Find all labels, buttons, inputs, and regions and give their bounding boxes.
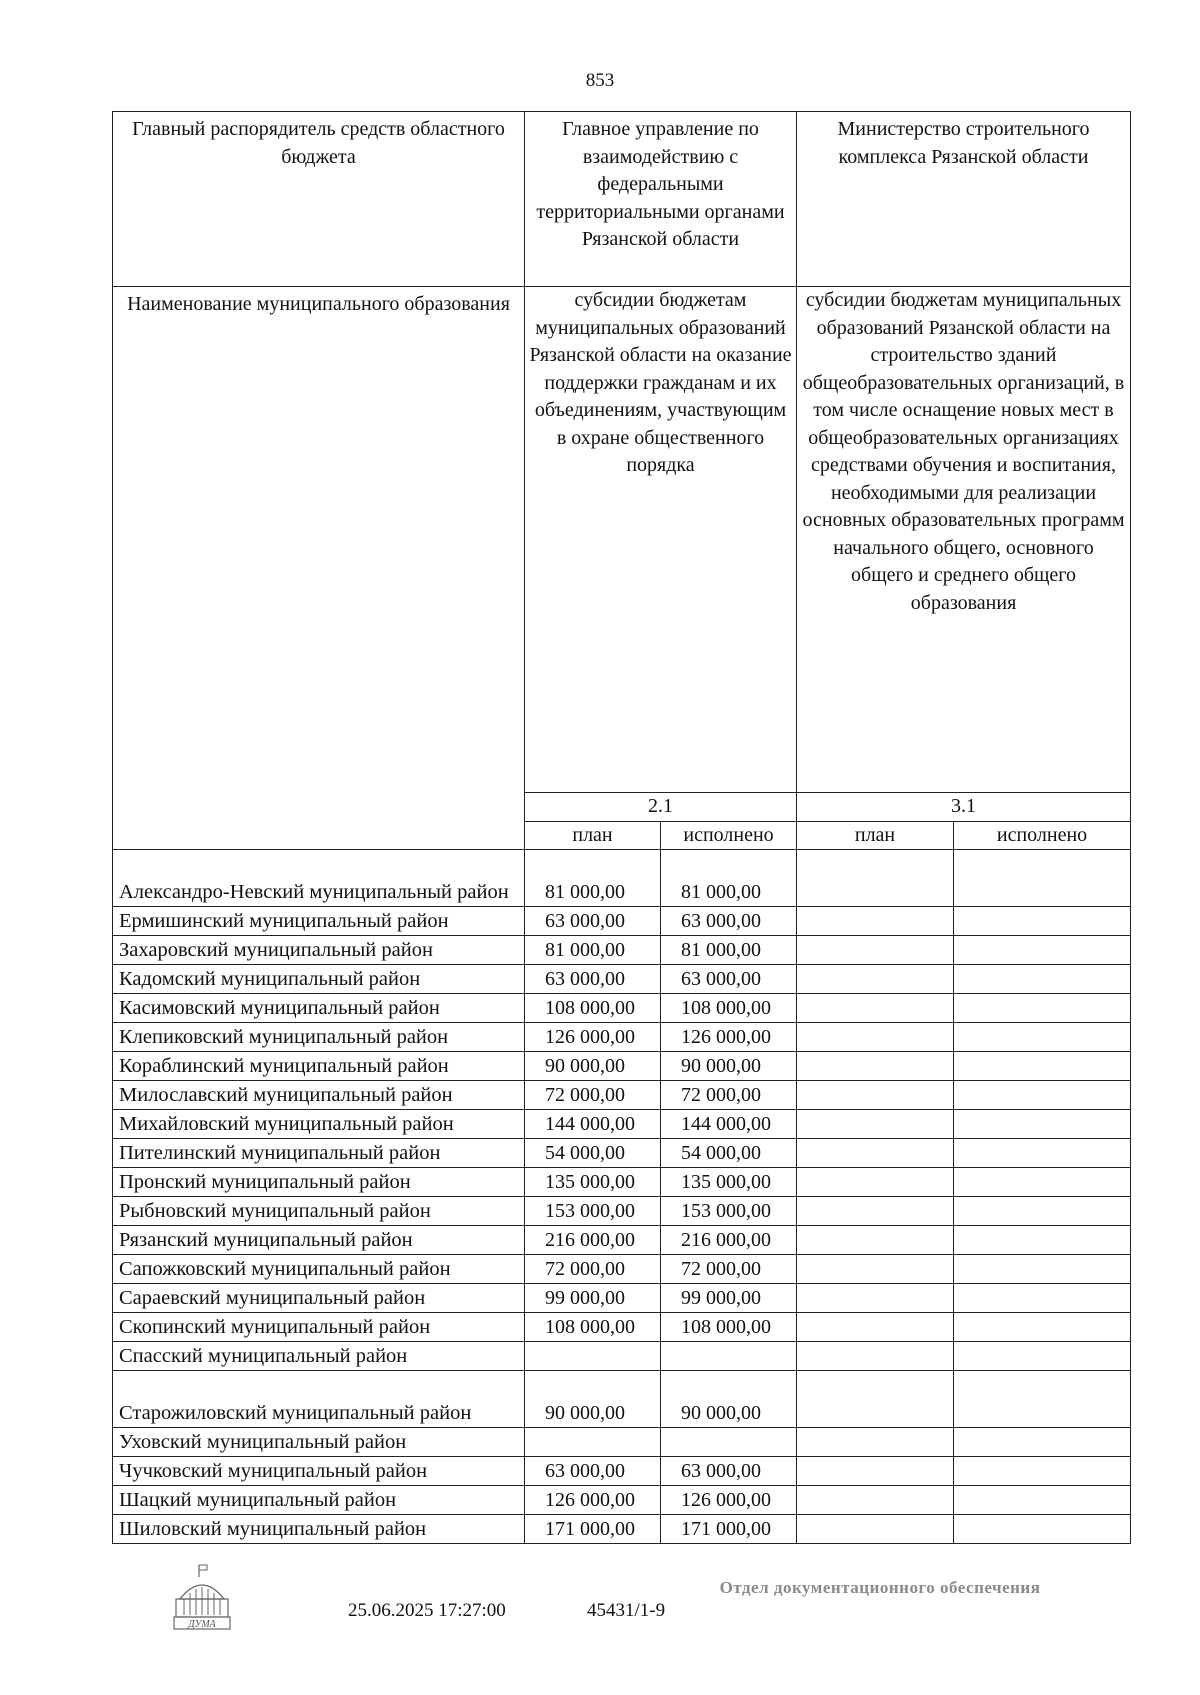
plan-3-1-cell [797, 1371, 954, 1428]
plan-2-1-cell: 144 000,00 [525, 1110, 661, 1139]
executed-2-1-cell: 99 000,00 [661, 1284, 797, 1313]
table-row [113, 1371, 1131, 1428]
executed-3-1-cell [954, 1486, 1131, 1515]
plan-3-1-cell [797, 1284, 954, 1313]
executed-3-1-cell [954, 1371, 1131, 1428]
plan-2-1-cell: 81 000,00 [525, 850, 661, 907]
plan-3-1-cell [797, 1168, 954, 1197]
table-row [113, 1023, 1131, 1052]
municipality-name-cell: Шацкий муниципальный район [113, 1486, 525, 1515]
plan-2-1-cell: 171 000,00 [525, 1515, 661, 1544]
municipality-name-cell: Спасский муниципальный район [113, 1342, 525, 1371]
table-row [113, 1168, 1131, 1197]
footer-datetime: 25.06.2025 17:27:00 [348, 1600, 506, 1621]
table-row [113, 1081, 1131, 1110]
executed-2-1-cell: 72 000,00 [661, 1255, 797, 1284]
executed-2-1-cell: 126 000,00 [661, 1023, 797, 1052]
executed-2-1-cell: 108 000,00 [661, 994, 797, 1023]
plan-header-3-1: план [797, 821, 954, 850]
plan-3-1-cell [797, 1255, 954, 1284]
executed-3-1-cell [954, 936, 1131, 965]
table-row [113, 1197, 1131, 1226]
executed-3-1-cell [954, 1081, 1131, 1110]
executed-2-1-cell: 54 000,00 [661, 1139, 797, 1168]
municipality-name-cell: Скопинский муниципальный район [113, 1313, 525, 1342]
municipality-name-cell: Пронский муниципальный район [113, 1168, 525, 1197]
municipality-name-cell: Шиловский муниципальный район [113, 1515, 525, 1544]
executed-2-1-cell [661, 1342, 797, 1371]
municipality-name-header: Наименование муниципального образования [113, 287, 525, 850]
plan-2-1-cell: 99 000,00 [525, 1284, 661, 1313]
municipality-name-cell: Кадомский муниципальный район [113, 965, 525, 994]
executed-3-1-cell [954, 994, 1131, 1023]
plan-3-1-cell [797, 1486, 954, 1515]
executed-3-1-cell [954, 1515, 1131, 1544]
executed-3-1-cell [954, 1255, 1131, 1284]
municipality-name-cell: Старожиловский муниципальный район [113, 1371, 525, 1428]
municipality-name-cell: Рыбновский муниципальный район [113, 1197, 525, 1226]
plan-2-1-cell: 135 000,00 [525, 1168, 661, 1197]
table-row [113, 1110, 1131, 1139]
executed-3-1-cell [954, 850, 1131, 907]
plan-3-1-cell [797, 907, 954, 936]
plan-3-1-cell [797, 1052, 954, 1081]
plan-3-1-cell [797, 1139, 954, 1168]
executed-2-1-cell: 144 000,00 [661, 1110, 797, 1139]
table-row [113, 1515, 1131, 1544]
executed-2-1-cell: 81 000,00 [661, 936, 797, 965]
executed-3-1-cell [954, 1457, 1131, 1486]
plan-2-1-cell: 90 000,00 [525, 1052, 661, 1081]
executed-2-1-cell: 108 000,00 [661, 1313, 797, 1342]
footer-document-number: 45431/1-9 [587, 1600, 666, 1621]
municipality-name-cell: Ермишинский муниципальный район [113, 907, 525, 936]
plan-2-1-cell: 108 000,00 [525, 994, 661, 1023]
executed-3-1-cell [954, 965, 1131, 994]
plan-2-1-cell: 153 000,00 [525, 1197, 661, 1226]
executed-2-1-cell [661, 1428, 797, 1457]
plan-2-1-cell [525, 1428, 661, 1457]
executed-3-1-cell [954, 1342, 1131, 1371]
plan-2-1-cell [525, 1342, 661, 1371]
table-row [113, 1284, 1131, 1313]
municipality-name-cell: Рязанский муниципальный район [113, 1226, 525, 1255]
executed-3-1-cell [954, 907, 1131, 936]
executed-3-1-cell [954, 1023, 1131, 1052]
description-row [113, 287, 1131, 793]
table-row [113, 1342, 1131, 1371]
executed-header-2-1: исполнено [661, 821, 797, 850]
municipality-name-cell: Александро-Невский муниципальный район [113, 850, 525, 907]
plan-2-1-cell: 72 000,00 [525, 1255, 661, 1284]
municipality-name-cell: Клепиковский муниципальный район [113, 1023, 525, 1052]
municipality-name-cell: Милославский муниципальный район [113, 1081, 525, 1110]
municipality-name-cell: Уховский муниципальный район [113, 1428, 525, 1457]
municipality-name-cell: Чучковский муниципальный район [113, 1457, 525, 1486]
budget-table [112, 111, 1131, 1544]
plan-2-1-cell: 63 000,00 [525, 907, 661, 936]
municipality-name-cell: Михайловский муниципальный район [113, 1110, 525, 1139]
executed-3-1-cell [954, 1168, 1131, 1197]
executed-3-1-cell [954, 1284, 1131, 1313]
municipality-name-cell: Кораблинский муниципальный район [113, 1052, 525, 1081]
executed-3-1-cell [954, 1313, 1131, 1342]
executed-2-1-cell: 90 000,00 [661, 1052, 797, 1081]
svg-text:ДУМА: ДУМА [188, 1619, 216, 1630]
executed-2-1-cell: 126 000,00 [661, 1486, 797, 1515]
plan-3-1-cell [797, 850, 954, 907]
plan-3-1-cell [797, 1081, 954, 1110]
plan-2-1-cell: 54 000,00 [525, 1139, 661, 1168]
plan-3-1-cell [797, 1457, 954, 1486]
plan-2-1-cell: 90 000,00 [525, 1371, 661, 1428]
plan-2-1-cell: 126 000,00 [525, 1486, 661, 1515]
plan-3-1-cell [797, 994, 954, 1023]
executed-2-1-cell: 135 000,00 [661, 1168, 797, 1197]
executed-2-1-cell: 81 000,00 [661, 850, 797, 907]
executed-2-1-cell: 63 000,00 [661, 965, 797, 994]
executed-3-1-cell [954, 1139, 1131, 1168]
executed-2-1-cell: 216 000,00 [661, 1226, 797, 1255]
executed-2-1-cell: 153 000,00 [661, 1197, 797, 1226]
header-federal-relations-department: Главное управление по взаимодействию с федеральными территориальными органами Рязанской области [525, 112, 797, 287]
plan-3-1-cell [797, 1313, 954, 1342]
plan-2-1-cell: 63 000,00 [525, 1457, 661, 1486]
executed-header-3-1: исполнено [954, 821, 1131, 850]
plan-2-1-cell: 63 000,00 [525, 965, 661, 994]
plan-2-1-cell: 126 000,00 [525, 1023, 661, 1052]
header-budget-manager: Главный распорядитель средств областного бюджета [113, 112, 525, 287]
executed-2-1-cell: 72 000,00 [661, 1081, 797, 1110]
subsidy-description-3-1: субсидии бюджетам муниципальных образований Рязанской области на строительство зданий общеобразовательных организаций, в том числе оснащение новых мест в общеобразовательных организациях средствами обучения и воспитания, необходимыми для реализации основных образовательных программ начального общего, основного общего и среднего общего образования [797, 287, 1131, 793]
executed-2-1-cell: 171 000,00 [661, 1515, 797, 1544]
executed-2-1-cell: 63 000,00 [661, 1457, 797, 1486]
table-row [113, 1486, 1131, 1515]
table-row [113, 1052, 1131, 1081]
municipality-name-cell: Сапожковский муниципальный район [113, 1255, 525, 1284]
executed-3-1-cell [954, 1197, 1131, 1226]
municipality-name-cell: Касимовский муниципальный район [113, 994, 525, 1023]
municipality-name-cell: Захаровский муниципальный район [113, 936, 525, 965]
plan-3-1-cell [797, 1110, 954, 1139]
table-row [113, 994, 1131, 1023]
table-row [113, 1428, 1131, 1457]
code-2-1: 2.1 [525, 793, 797, 822]
department-stamp: Отдел документационного обеспечения [719, 1578, 1041, 1597]
table-row [113, 850, 1131, 907]
plan-header-2-1: план [525, 821, 661, 850]
executed-3-1-cell [954, 1052, 1131, 1081]
plan-3-1-cell [797, 1197, 954, 1226]
municipality-name-cell: Сараевский муниципальный район [113, 1284, 525, 1313]
plan-3-1-cell [797, 1428, 954, 1457]
header-row [113, 112, 1131, 287]
subsidy-description-2-1: субсидии бюджетам муниципальных образований Рязанской области на оказание поддержки гражданам и их объединениям, участвующим в охране общественного порядка [525, 287, 797, 793]
plan-2-1-cell: 108 000,00 [525, 1313, 661, 1342]
code-3-1: 3.1 [797, 793, 1131, 822]
table-row [113, 1226, 1131, 1255]
executed-3-1-cell [954, 1428, 1131, 1457]
duma-emblem-icon [170, 1563, 234, 1633]
table-row [113, 936, 1131, 965]
executed-2-1-cell: 63 000,00 [661, 907, 797, 936]
executed-3-1-cell [954, 1110, 1131, 1139]
table-row [113, 907, 1131, 936]
executed-2-1-cell: 90 000,00 [661, 1371, 797, 1428]
municipality-name-cell: Пителинский муниципальный район [113, 1139, 525, 1168]
plan-3-1-cell [797, 965, 954, 994]
plan-3-1-cell [797, 1023, 954, 1052]
table-row [113, 1313, 1131, 1342]
plan-2-1-cell: 72 000,00 [525, 1081, 661, 1110]
header-construction-ministry: Министерство строительного комплекса Рязанской области [797, 112, 1131, 287]
table-row [113, 1457, 1131, 1486]
table-row [113, 1255, 1131, 1284]
plan-3-1-cell [797, 1342, 954, 1371]
table-row [113, 965, 1131, 994]
plan-2-1-cell: 216 000,00 [525, 1226, 661, 1255]
executed-3-1-cell [954, 1226, 1131, 1255]
plan-3-1-cell [797, 1515, 954, 1544]
plan-3-1-cell [797, 1226, 954, 1255]
table-row [113, 1139, 1131, 1168]
plan-3-1-cell [797, 936, 954, 965]
page-number: 853 [585, 70, 615, 91]
plan-2-1-cell: 81 000,00 [525, 936, 661, 965]
